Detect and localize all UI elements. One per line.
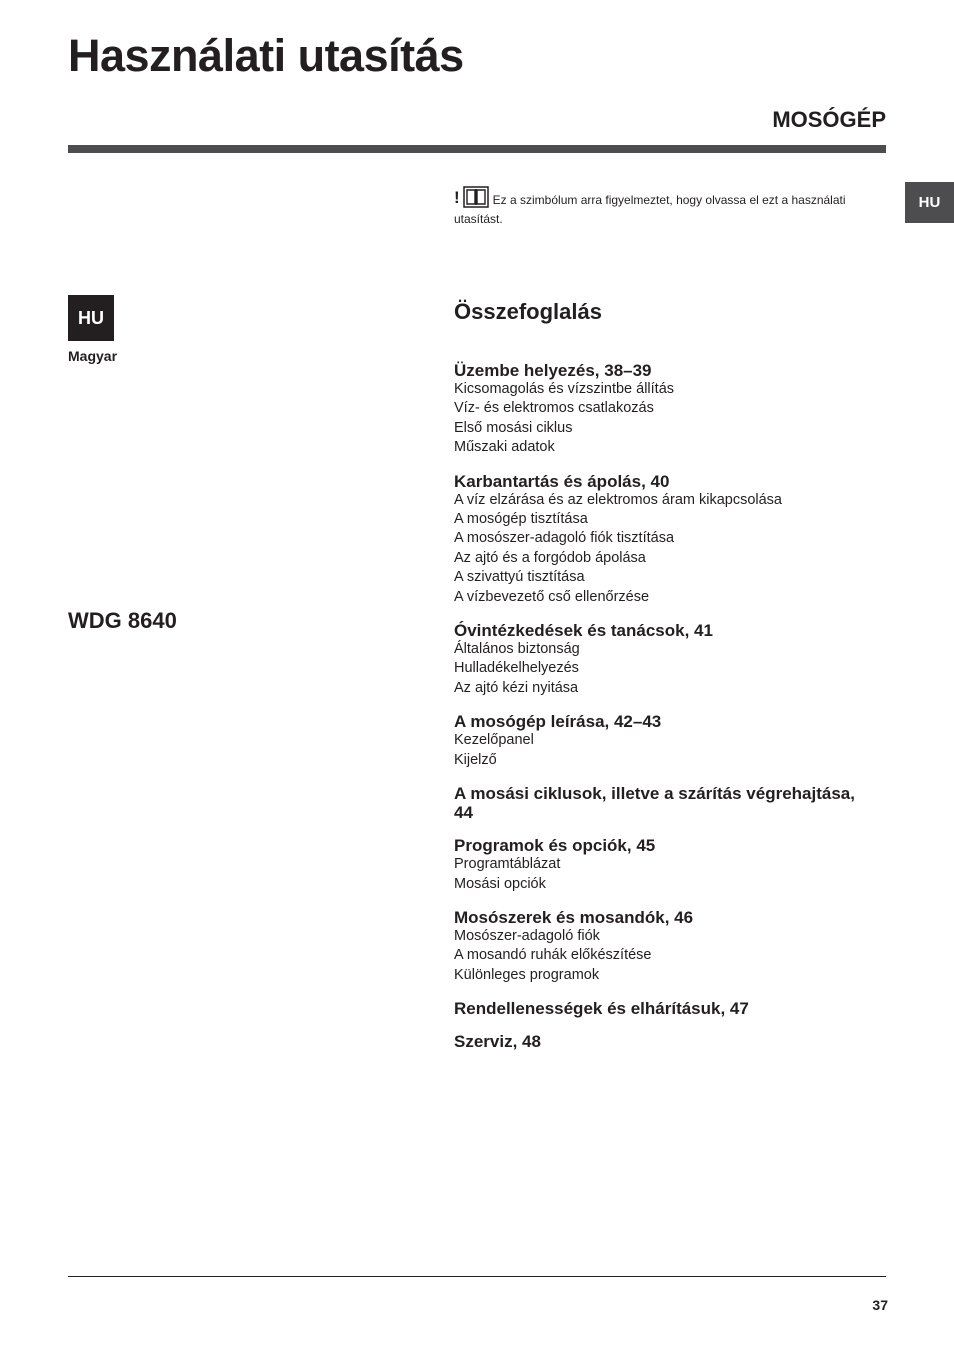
toc-item: Mosási opciók [454, 875, 546, 892]
toc-item: Hulladékelhelyezés [454, 660, 579, 677]
toc-item: Kicsomagolás és vízszintbe állítás [454, 381, 675, 397]
model-number: WDG 8640 [68, 608, 177, 633]
toc-item: Első mosási ciklus [454, 419, 573, 436]
toc-item: A szivattyú tisztítása [454, 569, 585, 586]
toc-section [454, 621, 874, 698]
toc-item: A vízbevezető cső ellenőrzése [454, 588, 650, 605]
toc-section [454, 908, 874, 985]
toc-item: Kijelző [454, 751, 497, 768]
toc-item: Az ajtó és a forgódob ápolása [454, 549, 646, 566]
notice-text: Ez a szimbólum arra figyelmeztet, hogy olvassa el ezt a használati utasítást. [454, 193, 846, 226]
toc-section [454, 784, 874, 822]
toc-section-title: Mosószerek és mosandók, 46 [454, 907, 694, 927]
table-of-contents [454, 361, 874, 1065]
toc-section-title: A mosógép leírása, 42–43 [454, 712, 662, 732]
toc-section [454, 1032, 874, 1051]
toc-item: Általános biztonság [454, 641, 580, 658]
toc-item: Víz- és elektromos csatlakozás [454, 400, 654, 417]
toc-item: A víz elzárása és az elektromos áram kikapcsolása [454, 491, 782, 508]
toc-item: A mosandó ruhák előkészítése [454, 947, 652, 964]
language-name: Magyar [68, 348, 118, 364]
toc-section [454, 472, 874, 607]
toc-section [454, 999, 874, 1018]
toc-section-title: Karbantartás és ápolás, 40 [454, 471, 670, 491]
toc-section-title: Üzembe helyezés, 38–39 [454, 361, 652, 380]
toc-section-title: Szerviz, 48 [454, 1032, 541, 1052]
toc-section-title: Óvintézkedések és tanácsok, 41 [454, 621, 713, 641]
toc-section [454, 361, 874, 458]
language-code-badge: HU [68, 295, 114, 341]
document-title: Használati utasítás [68, 30, 464, 81]
language-side-tab: HU [905, 182, 954, 223]
book-icon [463, 186, 489, 208]
summary-heading: Összefoglalás [454, 299, 602, 324]
toc-section [454, 712, 874, 770]
toc-item: Kezelőpanel [454, 732, 534, 749]
toc-item: Programtáblázat [454, 856, 561, 873]
toc-item: Különleges programok [454, 966, 600, 983]
read-instructions-notice [454, 186, 894, 229]
document-subtitle: MOSÓGÉP [772, 107, 886, 132]
toc-item: A mosógép tisztítása [454, 511, 588, 528]
toc-item: Az ajtó kézi nyitása [454, 679, 579, 696]
footer-divider [68, 1276, 886, 1277]
page-number: 37 [872, 1297, 888, 1313]
toc-section-title: A mosási ciklusok, illetve a szárítás végrehajtása, 44 [454, 784, 855, 823]
header-divider [68, 145, 886, 153]
toc-section [454, 836, 874, 894]
toc-section-title: Rendellenességek és elhárításuk, 47 [454, 999, 749, 1019]
toc-item: Mosószer-adagoló fiók [454, 927, 600, 944]
toc-item: Műszaki adatok [454, 439, 555, 456]
toc-item: A mosószer-adagoló fiók tisztítása [454, 530, 675, 547]
toc-section-title: Programok és opciók, 45 [454, 836, 656, 856]
exclamation-mark: ! [454, 188, 460, 207]
